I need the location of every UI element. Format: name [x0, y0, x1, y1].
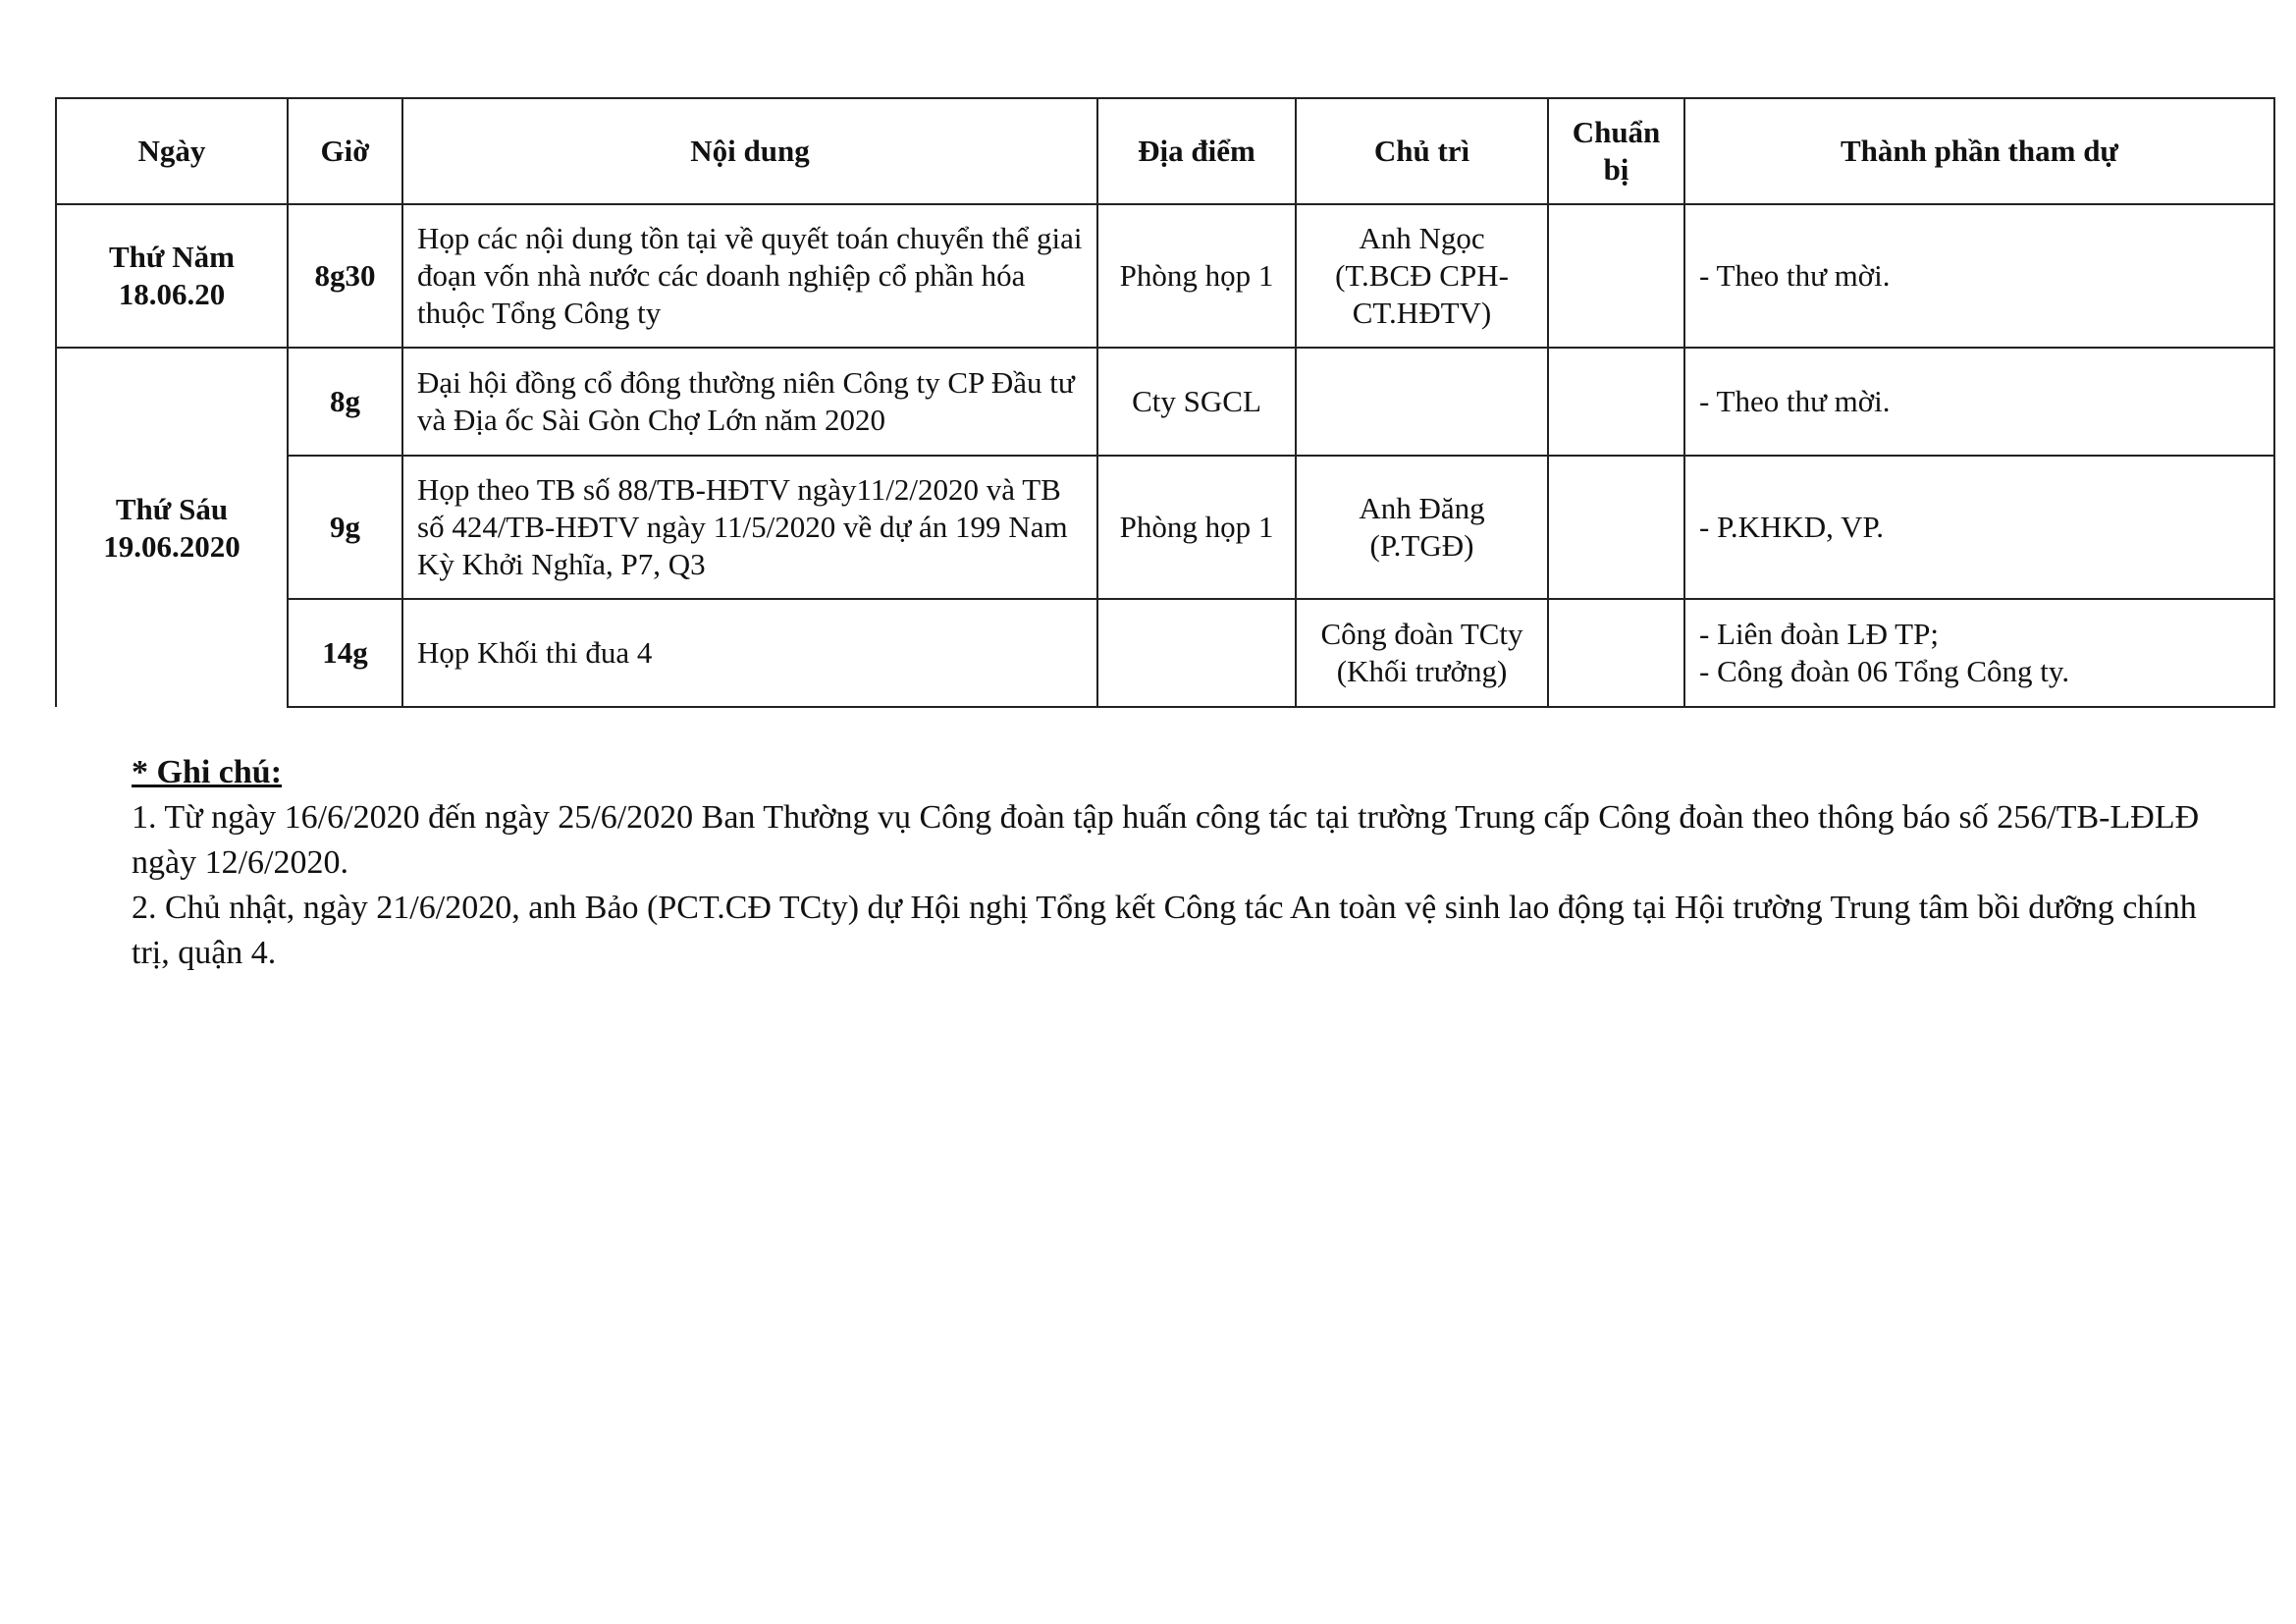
chair-line: Anh Đăng	[1359, 491, 1485, 525]
notes-section	[132, 750, 2242, 976]
schedule-table	[55, 97, 2275, 708]
day-cell	[56, 204, 288, 348]
chair-cell	[1296, 348, 1548, 456]
time-cell: 8g30	[288, 204, 402, 348]
header-row	[56, 98, 2274, 204]
chair-line: Anh Ngọc	[1359, 221, 1485, 255]
attendees-cell	[1684, 599, 2274, 707]
attendee-line: - Công đoàn 06 Tổng Công ty.	[1699, 654, 2070, 688]
location-cell: Cty SGCL	[1097, 348, 1296, 456]
attendee-line: - Theo thư mời.	[1699, 384, 1891, 418]
day-label: Thứ Sáu	[115, 491, 229, 526]
day-date: 19.06.2020	[103, 528, 240, 564]
day-cell	[56, 348, 288, 707]
prep-cell	[1548, 348, 1684, 456]
chair-cell	[1296, 204, 1548, 348]
chair-line: Công đoàn TCty	[1320, 617, 1523, 651]
note-item: 1. Từ ngày 16/6/2020 đến ngày 25/6/2020 Ban Thường vụ Công đoàn tập huấn công tác tại trường Trung cấp Công đoàn theo thông báo số 256/TB-LĐLĐ ngày 12/6/2020.	[132, 799, 2200, 881]
time-cell: 8g	[288, 348, 402, 456]
content-cell: Họp các nội dung tồn tại về quyết toán chuyển thể giai đoạn vốn nhà nước các doanh nghiệp cổ phần hóa thuộc Tổng Công ty	[402, 204, 1097, 348]
table-row	[56, 348, 2274, 456]
table-row	[56, 204, 2274, 348]
content-cell: Họp Khối thi đua 4	[402, 599, 1097, 707]
content-cell: Họp theo TB số 88/TB-HĐTV ngày11/2/2020 và TB số 424/TB-HĐTV ngày 11/5/2020 về dự án 199 Nam Kỳ Khởi Nghĩa, P7, Q3	[402, 456, 1097, 599]
table-row	[56, 599, 2274, 707]
time-cell: 14g	[288, 599, 402, 707]
attendees-cell	[1684, 456, 2274, 599]
header-content: Nội dung	[402, 98, 1097, 204]
header-prep: Chuẩn bị	[1548, 98, 1684, 204]
attendees-cell: - Theo thư mời.	[1684, 204, 2274, 348]
attendee-line: - Liên đoàn LĐ TP;	[1699, 617, 1939, 651]
chair-line: (P.TGĐ)	[1369, 528, 1474, 563]
header-time: Giờ	[288, 98, 402, 204]
notes-title: * Ghi chú:	[132, 754, 283, 790]
location-cell: Phòng họp 1	[1097, 204, 1296, 348]
chair-line: (T.BCĐ CPH-CT.HĐTV)	[1335, 258, 1509, 330]
header-attendees: Thành phần tham dự	[1684, 98, 2274, 204]
content-cell: Đại hội đồng cổ đông thường niên Công ty CP Đầu tư và Địa ốc Sài Gòn Chợ Lớn năm 2020	[402, 348, 1097, 456]
table-row	[56, 456, 2274, 599]
attendee-line: - P.KHKD, VP.	[1699, 510, 1885, 544]
day-label: Thứ Năm	[109, 240, 235, 274]
attendees-cell	[1684, 348, 2274, 456]
chair-cell	[1296, 456, 1548, 599]
location-cell: Phòng họp 1	[1097, 456, 1296, 599]
prep-cell	[1548, 599, 1684, 707]
header-location: Địa điểm	[1097, 98, 1296, 204]
header-day: Ngày	[56, 98, 288, 204]
day-date: 18.06.20	[118, 277, 226, 311]
chair-cell	[1296, 599, 1548, 707]
note-item: 2. Chủ nhật, ngày 21/6/2020, anh Bảo (PCT.CĐ TCty) dự Hội nghị Tổng kết Công tác An toàn vệ sinh lao động tại Hội trường Trung tâm bồi dưỡng chính trị, quận 4.	[132, 890, 2197, 971]
prep-cell	[1548, 456, 1684, 599]
prep-cell	[1548, 204, 1684, 348]
header-chair: Chủ trì	[1296, 98, 1548, 204]
chair-line: (Khối trưởng)	[1336, 654, 1508, 688]
time-cell: 9g	[288, 456, 402, 599]
location-cell	[1097, 599, 1296, 707]
